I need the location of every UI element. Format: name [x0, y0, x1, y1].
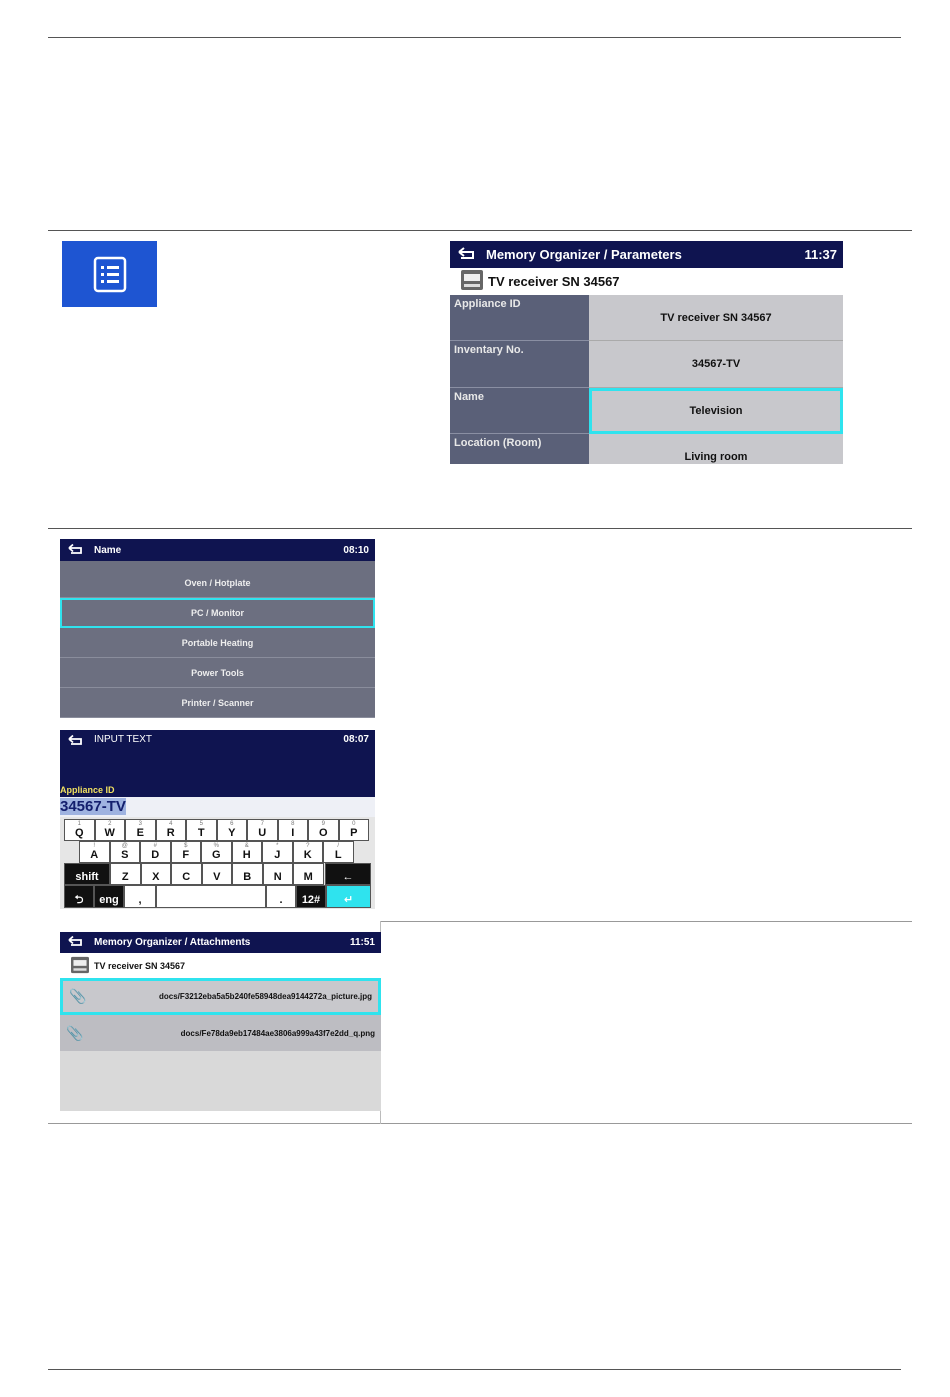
list-item[interactable]: Oven / Hotplate: [60, 568, 375, 598]
header-clock: 11:51: [349, 937, 375, 948]
list-item-selected[interactable]: PC / Monitor: [60, 598, 375, 628]
parameter-label: Name: [450, 388, 589, 434]
key-a[interactable]: ! A: [79, 841, 110, 863]
paperclip-icon: 📎: [66, 1024, 84, 1041]
attachments-header: [60, 932, 381, 953]
backspace-key[interactable]: ←: [325, 863, 371, 885]
on-screen-keyboard: [60, 819, 375, 909]
back-arrow-icon[interactable]: [66, 935, 86, 950]
key-z[interactable]: Z: [110, 863, 141, 885]
table-top-border: [48, 230, 912, 231]
space-key[interactable]: [156, 885, 266, 908]
key-t[interactable]: 5 T: [186, 819, 217, 841]
back-arrow-icon[interactable]: [66, 734, 86, 749]
key-w[interactable]: 2 W: [95, 819, 126, 841]
list-item[interactable]: Power Tools: [60, 658, 375, 688]
appliance-heading: [450, 268, 843, 295]
key-o[interactable]: 9 O: [308, 819, 339, 841]
key-c[interactable]: C: [171, 863, 202, 885]
list-icon: [62, 241, 157, 307]
list-item[interactable]: Portable Heating: [60, 628, 375, 658]
bottom-rule: [48, 1369, 901, 1370]
header-clock: 08:07: [343, 734, 369, 745]
key-v[interactable]: V: [202, 863, 233, 885]
input-value: 34567-TV: [60, 798, 126, 815]
parameter-value[interactable]: TV receiver SN 34567: [589, 295, 843, 341]
parameter-label: Location (Room): [450, 434, 589, 464]
key-d[interactable]: # D: [140, 841, 171, 863]
back-arrow-icon[interactable]: [66, 543, 86, 558]
attachment-row-selected[interactable]: [60, 978, 381, 1015]
appliance-icon: [460, 269, 484, 294]
name-title: Name: [94, 544, 122, 556]
enter-key[interactable]: ↵: [326, 885, 371, 908]
key-q[interactable]: 1 Q: [64, 819, 95, 841]
parameter-label: Appliance ID: [450, 295, 589, 341]
key-x[interactable]: X: [141, 863, 172, 885]
field-label: Appliance ID: [60, 785, 115, 795]
key-r[interactable]: 4 R: [156, 819, 187, 841]
parameter-row-location[interactable]: [450, 434, 843, 464]
key-e[interactable]: 3 E: [125, 819, 156, 841]
attachment-filename: docs/F3212eba5a5b240fe58948dea9144272a_picture.jpg: [158, 992, 372, 1001]
key-y[interactable]: 6 Y: [217, 819, 248, 841]
parameters-header: [450, 241, 843, 268]
name-header: [60, 539, 375, 561]
parameter-label: Inventary No.: [450, 341, 589, 388]
back-arrow-icon[interactable]: [456, 246, 478, 263]
table-bottom-border: [48, 1123, 912, 1124]
key-p[interactable]: 0 P: [339, 819, 370, 841]
key-b[interactable]: B: [232, 863, 263, 885]
language-key[interactable]: eng: [94, 885, 124, 908]
period-key[interactable]: .: [266, 885, 296, 908]
shift-key[interactable]: shift: [64, 863, 110, 885]
appliance-icon: [70, 956, 90, 976]
top-rule: [48, 37, 901, 38]
appliance-name: TV receiver SN 34567: [488, 274, 620, 289]
parameter-row-appliance-id[interactable]: [450, 295, 843, 341]
key-n[interactable]: N: [263, 863, 294, 885]
name-list-screen: [60, 539, 375, 718]
input-text-screen: [60, 730, 375, 909]
list-item[interactable]: Printer / Scanner: [60, 688, 375, 718]
parameter-value-text: Living room: [684, 451, 748, 463]
key-i[interactable]: 8 I: [278, 819, 309, 841]
parameters-screen: [450, 241, 843, 464]
header-clock: 11:37: [804, 247, 837, 262]
key-u[interactable]: 7 U: [247, 819, 278, 841]
key-s[interactable]: @ S: [110, 841, 141, 863]
table-row-divider: [48, 528, 912, 529]
appliance-heading: [60, 953, 381, 978]
attachment-row[interactable]: [60, 1015, 381, 1051]
paperclip-icon: 📎: [69, 988, 87, 1004]
parameter-value[interactable]: 34567-TV: [589, 341, 843, 388]
key-j[interactable]: * J: [262, 841, 293, 863]
appliance-name: TV receiver SN 34567: [94, 960, 186, 971]
parameters-title: Memory Organizer / Parameters: [486, 247, 682, 262]
key-l[interactable]: / L: [323, 841, 354, 863]
key-k[interactable]: ? K: [293, 841, 324, 863]
attachment-filename: docs/Fe78da9eb17484ae3806a999a43f7e2dd_q.png: [180, 1028, 375, 1038]
key-m[interactable]: M: [293, 863, 324, 885]
header-clock: 08:10: [343, 544, 369, 556]
back-key[interactable]: ⮌: [64, 885, 94, 908]
text-input-field[interactable]: [60, 797, 375, 817]
attachments-screen: [60, 932, 381, 1111]
key-g[interactable]: % G: [201, 841, 232, 863]
parameter-value[interactable]: [589, 434, 843, 464]
comma-key[interactable]: ,: [124, 885, 156, 908]
parameters-list-tile[interactable]: [62, 241, 157, 307]
attachments-title: Memory Organizer / Attachments: [94, 937, 251, 948]
input-title: INPUT TEXT: [94, 734, 152, 745]
key-h[interactable]: & H: [232, 841, 263, 863]
parameter-row-inventary-no[interactable]: [450, 341, 843, 388]
table-row-divider: [380, 921, 912, 922]
parameter-value-selected[interactable]: Television: [589, 388, 843, 434]
numbers-key[interactable]: 12#: [296, 885, 326, 908]
key-f[interactable]: $ F: [171, 841, 202, 863]
parameter-row-name[interactable]: [450, 388, 843, 434]
